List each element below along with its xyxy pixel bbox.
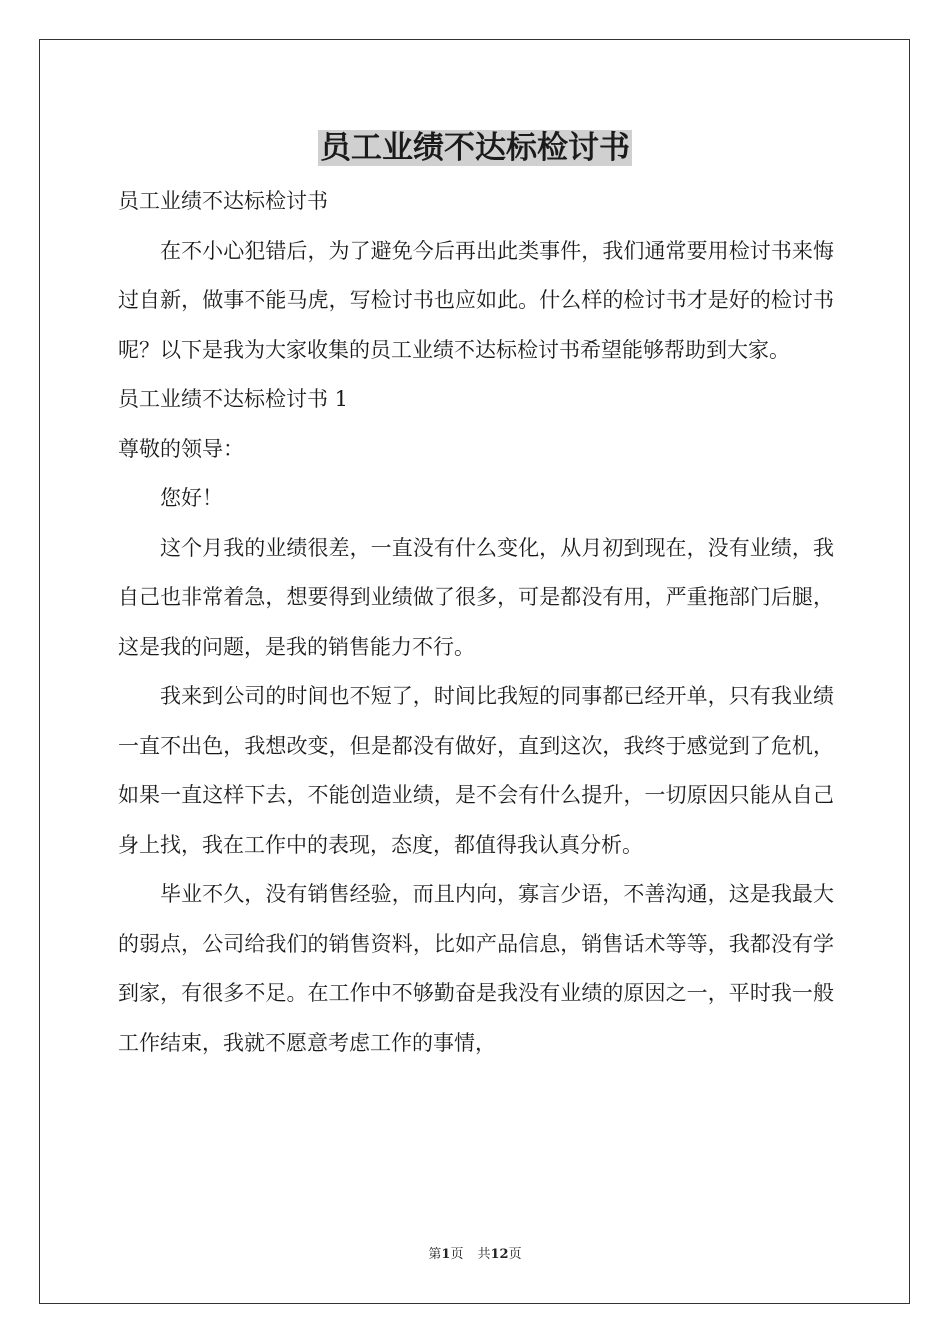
footer-page-prefix: 第 [428,1247,442,1262]
paragraph-body-1: 这个月我的业绩很差，一直没有什么变化，从月初到现在，没有业绩，我自己也非常着急，想要得到业绩做了很多，可是都没有用，严重拖部门后腿，这是我的问题，是我的销售能力不行。 [118,535,834,659]
paragraph-salutation: 尊敬的领导： [118,436,244,461]
footer-total-suffix: 页 [508,1247,522,1262]
paragraph-subtitle: 员工业绩不达标检讨书 [118,189,328,213]
paragraph-greeting: 您好！ [160,486,223,510]
paragraph-body-2: 我来到公司的时间也不短了，时间比我短的同事都已经开单，只有我业绩一直不出色，我想改变，但是都没有做好，直到这次，我终于感觉到了危机，如果一直这样下去，不能创造业绩，是不会有什么提升，一切原因只能从自己身上找，我在工作中的表现，态度，都值得我认真分析。 [118,684,834,857]
footer-total-prefix: 共 [477,1247,491,1262]
paragraph-intro: 在不小心犯错后，为了避免今后再出此类事件，我们通常要用检讨书来悔过自新，做事不能马虎，写检讨书也应如此。什么样的检讨书才是好的检讨书呢？以下是我为大家收集的员工业绩不达标检讨书希望能够帮助到大家。 [118,238,834,362]
document-title-text: 员工业绩不达标检讨书 [320,130,630,166]
document-title [0,126,950,170]
paragraph-section-heading: 员工业绩不达标检讨书 1 [118,387,349,411]
page-footer [0,1245,950,1265]
document-body [118,177,834,1068]
footer-page-number: 1 [441,1247,451,1262]
footer-total-pages: 12 [490,1247,509,1262]
footer-page-suffix: 页 [450,1247,464,1262]
paragraph-body-3: 毕业不久，没有销售经验，而且内向，寡言少语，不善沟通，这是我最大的弱点，公司给我们的销售资料，比如产品信息，销售话术等等，我都没有学到家，有很多不足。在工作中不够勤奋是我没有业绩的原因之一，平时我一般工作结束，我就不愿意考虑工作的事情， [118,882,834,1055]
